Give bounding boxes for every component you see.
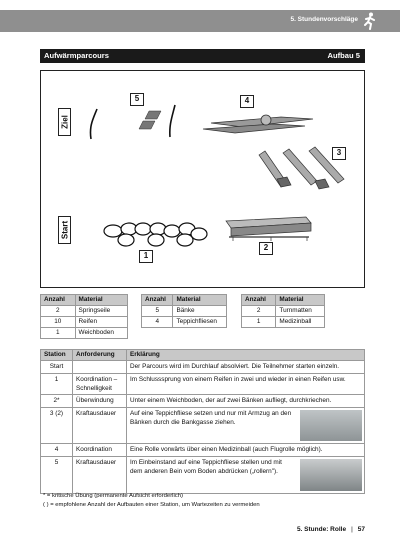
benches [259,147,344,189]
start-label: Start [58,216,71,244]
footnote-critical: * = kritische Übung (permanente Aufsicht erforderlich) [43,493,183,499]
station-5-photo [300,459,362,491]
jump-rope [90,109,97,139]
table-row: 5 Bänke [142,306,227,317]
page-footer [297,526,365,533]
station-3-photo [300,410,362,441]
section-title-bar [40,49,365,63]
page-number: 57 [357,526,365,533]
station-number-2: 2 [259,242,273,255]
station-5-text: Im Einbeinstand auf eine Teppichfliese stellen und mit dem anderen Bein vom Boden abdrücken („rollern"). [130,459,282,475]
carpet-tiles [139,111,161,129]
station-number-1: 1 [139,250,153,263]
station-number-4: 4 [240,95,254,108]
material-table-3: Anzahl Material 2 Turnmatten 1 Medizinball [241,294,325,328]
table-row: 4 Teppichfliesen [142,317,227,328]
medicine-ball [261,115,271,125]
table-row: 3 (2) Kraftausdauer Auf eine Teppichfliese setzen und nur mit Armzug an den Bänken durch die Bankgasse ziehen. [41,408,365,444]
parcours-drawing [41,71,364,287]
material-table-1: Anzahl Material 2 Springseile 10 Reifen 1 Weichboden [40,294,128,339]
hoops [104,223,207,246]
station-number-3: 3 [332,147,346,160]
table-row: 1 Weichboden [41,328,128,339]
parcours-diagram [40,70,365,288]
soft-mat-on-benches [226,217,311,241]
table-row: 2 Turnmatten [242,306,325,317]
material-table-2: Anzahl Material 5 Bänke 4 Teppichfliesen [141,294,227,328]
setup-label: Aufbau 5 [327,51,360,60]
table-row: 4 Koordination Eine Rolle vorwärts über einen Medizinball (auch Flugrolle möglich). [41,444,365,457]
table-row: 1 Koordination – Schnelligkeit Im Schlusssprung von einem Reifen in zwei und wieder in einen Reifen usw. [41,374,365,395]
table-row: Start Der Parcours wird im Durchlauf absolviert. Die Teilnehmer starten einzeln. [41,361,365,374]
table-row: 1 Medizinball [242,317,325,328]
station-3-text: Auf eine Teppichfliese setzen und nur mit Armzug an den Bänken durch die Bankgasse ziehen. [130,410,292,426]
section-title: Aufwärmparcours [44,51,109,60]
station-number-5: 5 [130,93,144,106]
table-row: 5 Kraftausdauer Im Einbeinstand auf eine Teppichfliese stellen und mit dem anderen Bein vom Boden abdrücken („rollern"). [41,457,365,494]
footer-chapter: 5. Stunde: Rolle [296,526,347,533]
footer-separator: | [351,526,353,533]
station-table: Station Anforderung Erklärung Start Der Parcours wird im Durchlauf absolviert. Die Teilnehmer starten einzeln. 1 Koordination – Schnelligkeit Im Schlusssprung von einem Reifen in zwei und wieder in einen Reifen usw. 2* Überwindung Unter einem Weichboden, der auf zwei Bänken aufliegt, durchkriechen. 3 (2) Kraftausdauer Auf eine Teppichfliese setzen und nur mit Armzug an den Bänken durch die Bankgasse ziehen. 4 Koordination Eine Rolle vorwärts über einen Medizinball (auch Flugrolle möglich). 5 Kraftausdauer Im Einbeinstand auf eine Teppichfliese stellen und mit dem anderen Bein vom Boden abdrücken („rollern"). [40,349,365,494]
table-row: 10 Reifen [41,317,128,328]
chapter-header-text: 5. Stundenvorschläge [290,16,358,23]
chapter-header-bar [0,10,400,32]
footnote-count: ( ) = empfohlene Anzahl der Aufbauten einer Station, um Wartezeiten zu vermeiden [43,502,260,508]
jump-rope [170,105,175,137]
table-row: 2* Überwindung Unter einem Weichboden, der auf zwei Bänken aufliegt, durchkriechen. [41,395,365,408]
running-figure-icon [364,12,376,30]
table-row: 2 Springseile [41,306,128,317]
goal-label: Ziel [58,108,71,136]
